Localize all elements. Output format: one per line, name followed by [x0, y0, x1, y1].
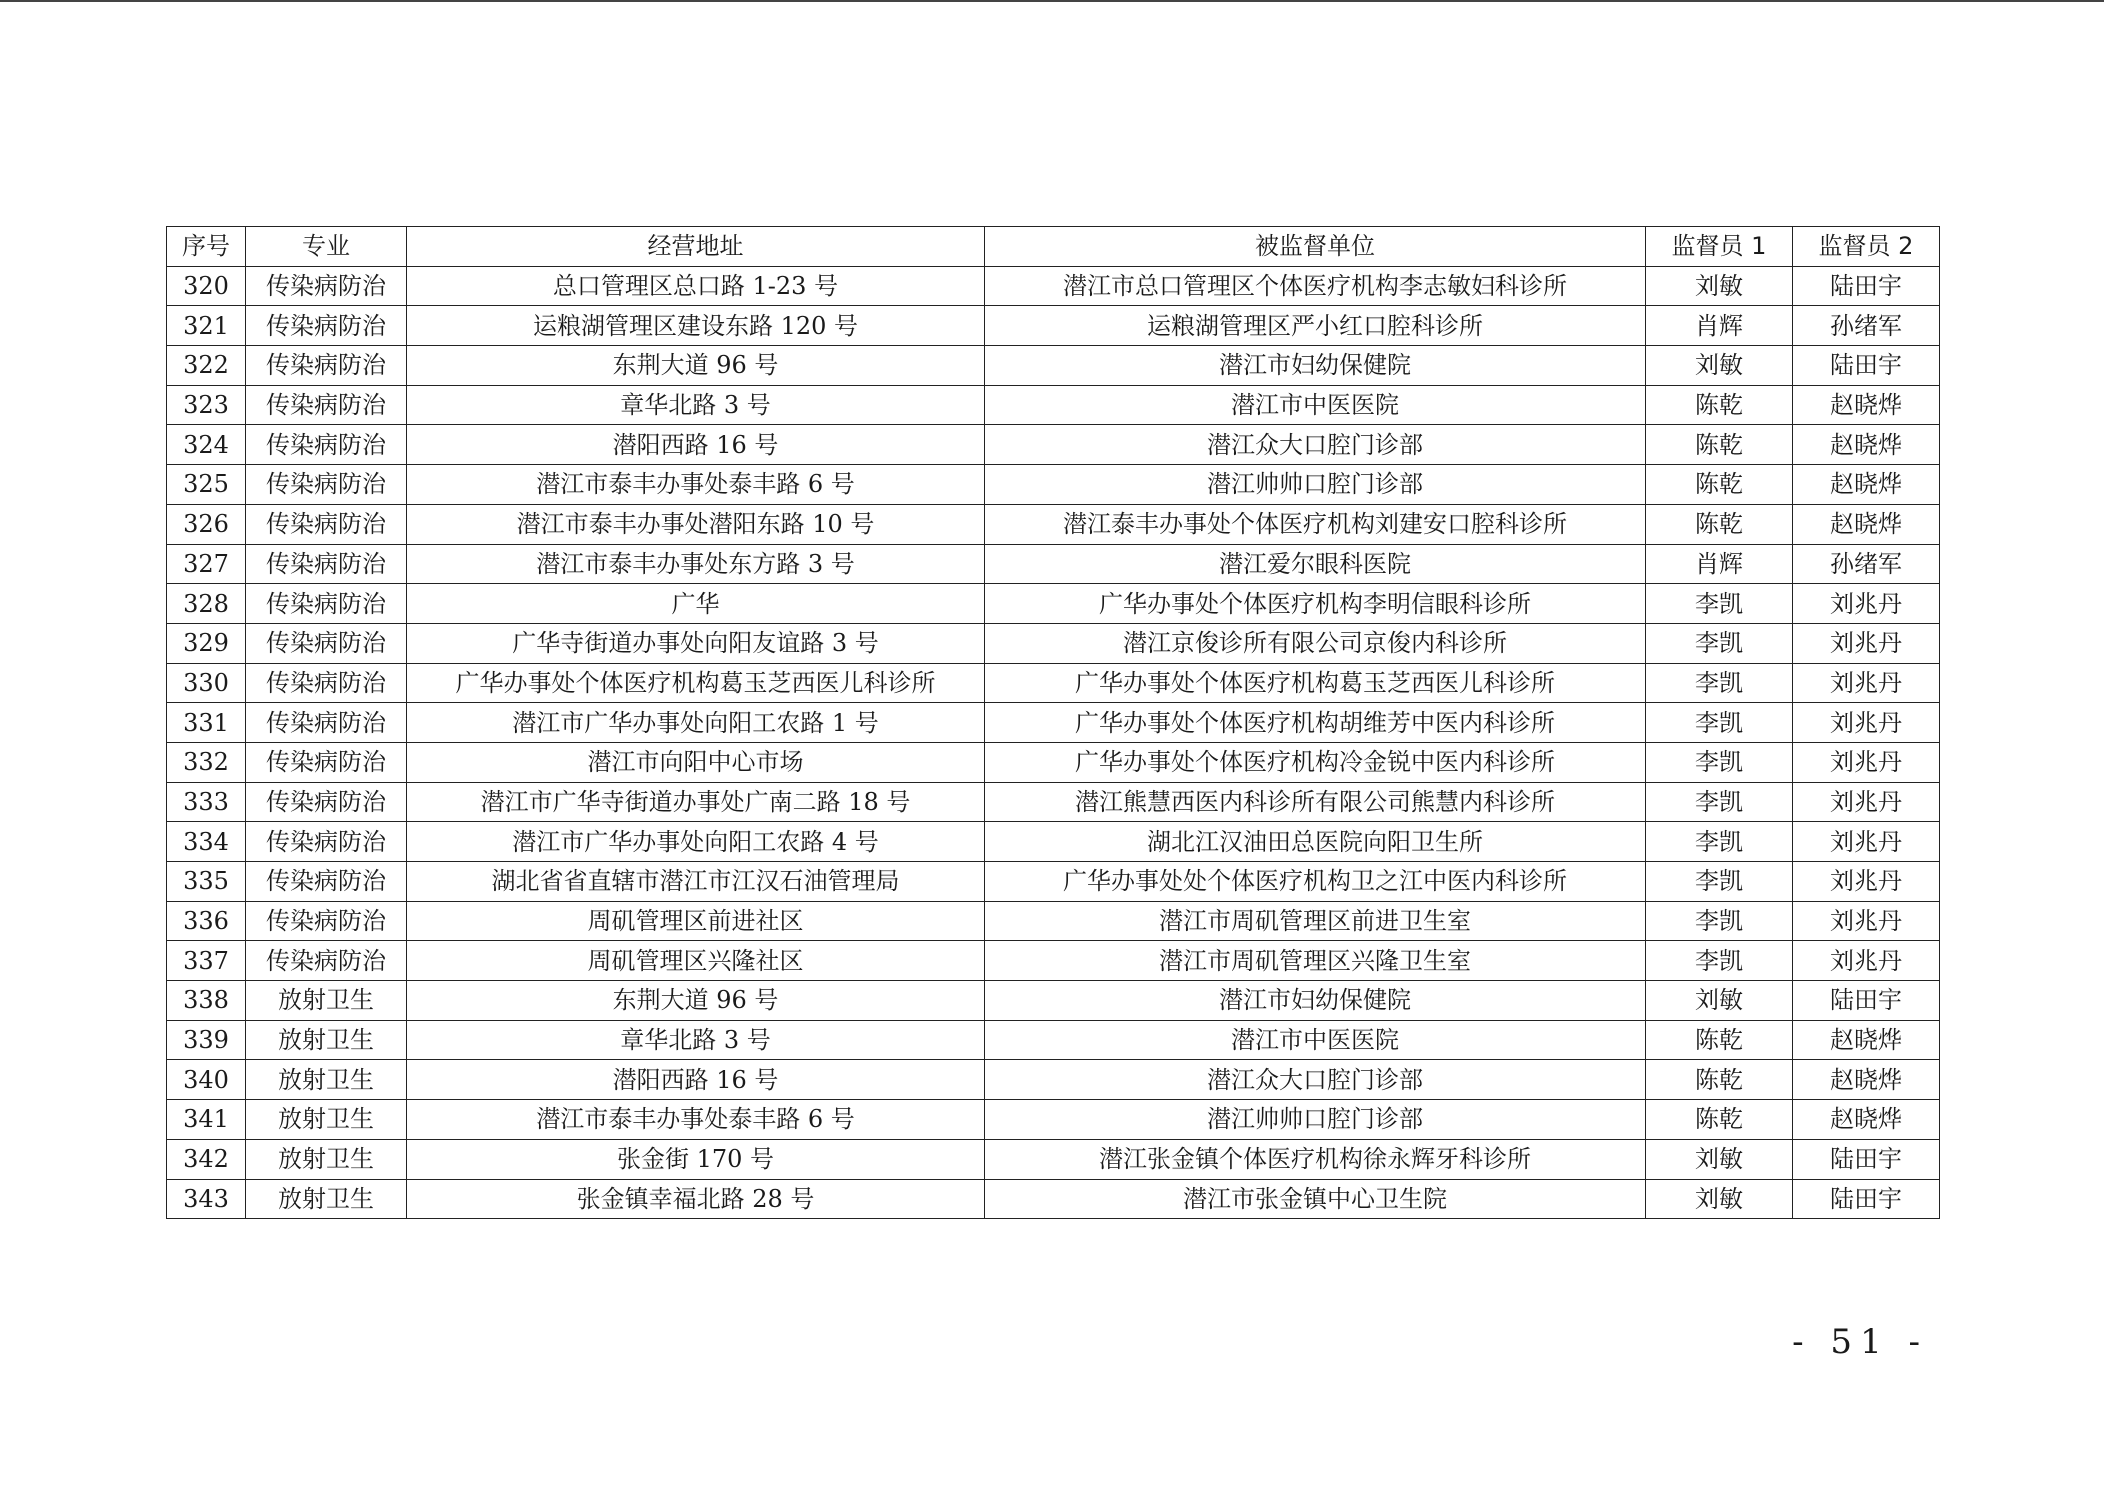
cell-supervisor-2: 赵晓烨	[1793, 1020, 1940, 1060]
cell-serial-number: 333	[167, 782, 246, 822]
cell-business-address: 周矶管理区兴隆社区	[407, 941, 985, 981]
cell-serial-number: 326	[167, 504, 246, 544]
cell-serial-number: 327	[167, 544, 246, 584]
cell-serial-number: 324	[167, 425, 246, 465]
cell-serial-number: 336	[167, 901, 246, 941]
cell-specialty: 传染病防治	[246, 504, 407, 544]
cell-supervised-unit: 潜江帅帅口腔门诊部	[985, 1100, 1646, 1140]
table-row	[167, 584, 1940, 624]
cell-supervisor-1: 刘敏	[1646, 1179, 1793, 1219]
cell-supervisor-2: 陆田宇	[1793, 1139, 1940, 1179]
cell-supervisor-1: 肖辉	[1646, 306, 1793, 346]
cell-serial-number: 340	[167, 1060, 246, 1100]
cell-serial-number: 335	[167, 862, 246, 902]
header-supervisor-1: 监督员 1	[1646, 227, 1793, 267]
header-business-address: 经营地址	[407, 227, 985, 267]
cell-serial-number: 325	[167, 465, 246, 505]
cell-serial-number: 339	[167, 1020, 246, 1060]
cell-business-address: 潜江市广华办事处向阳工农路 4 号	[407, 822, 985, 862]
header-serial-number: 序号	[167, 227, 246, 267]
cell-supervisor-2: 赵晓烨	[1793, 465, 1940, 505]
table-row	[167, 1179, 1940, 1219]
cell-supervisor-2: 刘兆丹	[1793, 623, 1940, 663]
cell-supervisor-2: 刘兆丹	[1793, 663, 1940, 703]
cell-supervised-unit: 潜江京俊诊所有限公司京俊内科诊所	[985, 623, 1646, 663]
cell-serial-number: 342	[167, 1139, 246, 1179]
cell-supervisor-2: 赵晓烨	[1793, 504, 1940, 544]
cell-specialty: 传染病防治	[246, 465, 407, 505]
cell-supervisor-1: 陈乾	[1646, 504, 1793, 544]
cell-supervised-unit: 广华办事处处个体医疗机构卫之江中医内科诊所	[985, 862, 1646, 902]
cell-specialty: 传染病防治	[246, 663, 407, 703]
cell-serial-number: 343	[167, 1179, 246, 1219]
table-row	[167, 346, 1940, 386]
cell-supervised-unit: 潜江市总口管理区个体医疗机构李志敏妇科诊所	[985, 266, 1646, 306]
cell-business-address: 潜江市泰丰办事处潜阳东路 10 号	[407, 504, 985, 544]
cell-serial-number: 320	[167, 266, 246, 306]
cell-supervisor-2: 赵晓烨	[1793, 385, 1940, 425]
cell-business-address: 潜江市向阳中心市场	[407, 742, 985, 782]
table-row	[167, 1100, 1940, 1140]
cell-specialty: 放射卫生	[246, 1179, 407, 1219]
cell-serial-number: 332	[167, 742, 246, 782]
cell-supervisor-1: 刘敏	[1646, 981, 1793, 1021]
cell-serial-number: 334	[167, 822, 246, 862]
cell-supervisor-1: 李凯	[1646, 822, 1793, 862]
cell-business-address: 潜江市泰丰办事处泰丰路 6 号	[407, 465, 985, 505]
cell-supervisor-1: 李凯	[1646, 663, 1793, 703]
cell-business-address: 广华寺街道办事处向阳友谊路 3 号	[407, 623, 985, 663]
cell-supervised-unit: 潜江市中医医院	[985, 1020, 1646, 1060]
cell-serial-number: 321	[167, 306, 246, 346]
cell-serial-number: 330	[167, 663, 246, 703]
cell-specialty: 传染病防治	[246, 623, 407, 663]
header-supervisor-2: 监督员 2	[1793, 227, 1940, 267]
table-row	[167, 266, 1940, 306]
cell-supervised-unit: 潜江市中医医院	[985, 385, 1646, 425]
table-row	[167, 623, 1940, 663]
cell-supervisor-2: 陆田宇	[1793, 1179, 1940, 1219]
cell-supervisor-1: 刘敏	[1646, 266, 1793, 306]
cell-supervised-unit: 潜江市周矶管理区前进卫生室	[985, 901, 1646, 941]
cell-business-address: 广华	[407, 584, 985, 624]
cell-supervised-unit: 广华办事处个体医疗机构葛玉芝西医儿科诊所	[985, 663, 1646, 703]
cell-supervised-unit: 潜江泰丰办事处个体医疗机构刘建安口腔科诊所	[985, 504, 1646, 544]
header-specialty: 专业	[246, 227, 407, 267]
cell-business-address: 张金镇幸福北路 28 号	[407, 1179, 985, 1219]
table-row	[167, 822, 1940, 862]
cell-business-address: 周矶管理区前进社区	[407, 901, 985, 941]
cell-supervisor-2: 陆田宇	[1793, 266, 1940, 306]
cell-supervisor-2: 孙绪军	[1793, 306, 1940, 346]
table-row	[167, 981, 1940, 1021]
cell-supervised-unit: 潜江市周矶管理区兴隆卫生室	[985, 941, 1646, 981]
cell-business-address: 潜江市泰丰办事处东方路 3 号	[407, 544, 985, 584]
cell-supervisor-1: 陈乾	[1646, 1060, 1793, 1100]
cell-supervisor-1: 李凯	[1646, 703, 1793, 743]
cell-supervisor-2: 刘兆丹	[1793, 782, 1940, 822]
cell-specialty: 传染病防治	[246, 584, 407, 624]
cell-specialty: 传染病防治	[246, 901, 407, 941]
cell-specialty: 传染病防治	[246, 306, 407, 346]
table-row	[167, 425, 1940, 465]
table-row	[167, 1020, 1940, 1060]
cell-business-address: 章华北路 3 号	[407, 385, 985, 425]
table-row	[167, 306, 1940, 346]
page-number: - 51 -	[1792, 1322, 1928, 1362]
cell-business-address: 潜江市泰丰办事处泰丰路 6 号	[407, 1100, 985, 1140]
cell-supervised-unit: 潜江帅帅口腔门诊部	[985, 465, 1646, 505]
cell-supervisor-2: 刘兆丹	[1793, 742, 1940, 782]
cell-business-address: 广华办事处个体医疗机构葛玉芝西医儿科诊所	[407, 663, 985, 703]
cell-specialty: 传染病防治	[246, 385, 407, 425]
table-row	[167, 385, 1940, 425]
table-row	[167, 703, 1940, 743]
table-header-row	[167, 227, 1940, 267]
cell-business-address: 潜江市广华寺街道办事处广南二路 18 号	[407, 782, 985, 822]
cell-supervised-unit: 广华办事处个体医疗机构李明信眼科诊所	[985, 584, 1646, 624]
cell-supervised-unit: 广华办事处个体医疗机构胡维芳中医内科诊所	[985, 703, 1646, 743]
cell-supervisor-2: 赵晓烨	[1793, 425, 1940, 465]
cell-supervised-unit: 潜江市张金镇中心卫生院	[985, 1179, 1646, 1219]
header-supervised-unit: 被监督单位	[985, 227, 1646, 267]
cell-specialty: 传染病防治	[246, 266, 407, 306]
cell-business-address: 潜江市广华办事处向阳工农路 1 号	[407, 703, 985, 743]
cell-supervised-unit: 潜江众大口腔门诊部	[985, 425, 1646, 465]
cell-supervisor-2: 刘兆丹	[1793, 584, 1940, 624]
table-row	[167, 782, 1940, 822]
cell-specialty: 传染病防治	[246, 822, 407, 862]
table-row	[167, 901, 1940, 941]
cell-specialty: 传染病防治	[246, 782, 407, 822]
cell-serial-number: 341	[167, 1100, 246, 1140]
cell-serial-number: 328	[167, 584, 246, 624]
cell-supervisor-2: 赵晓烨	[1793, 1100, 1940, 1140]
cell-specialty: 放射卫生	[246, 1060, 407, 1100]
cell-supervisor-1: 李凯	[1646, 782, 1793, 822]
table-row	[167, 465, 1940, 505]
cell-business-address: 东荆大道 96 号	[407, 346, 985, 386]
cell-supervisor-1: 李凯	[1646, 862, 1793, 902]
cell-specialty: 放射卫生	[246, 981, 407, 1021]
cell-supervised-unit: 潜江市妇幼保健院	[985, 346, 1646, 386]
cell-supervised-unit: 运粮湖管理区严小红口腔科诊所	[985, 306, 1646, 346]
cell-supervised-unit: 潜江市妇幼保健院	[985, 981, 1646, 1021]
cell-serial-number: 331	[167, 703, 246, 743]
cell-specialty: 放射卫生	[246, 1139, 407, 1179]
cell-specialty: 放射卫生	[246, 1100, 407, 1140]
cell-business-address: 东荆大道 96 号	[407, 981, 985, 1021]
cell-business-address: 张金街 170 号	[407, 1139, 985, 1179]
cell-supervisor-1: 刘敏	[1646, 346, 1793, 386]
cell-specialty: 传染病防治	[246, 742, 407, 782]
cell-supervisor-2: 刘兆丹	[1793, 901, 1940, 941]
cell-supervisor-2: 孙绪军	[1793, 544, 1940, 584]
table-row	[167, 1139, 1940, 1179]
table-row	[167, 1060, 1940, 1100]
cell-supervisor-1: 陈乾	[1646, 1020, 1793, 1060]
cell-specialty: 传染病防治	[246, 703, 407, 743]
cell-supervisor-1: 李凯	[1646, 623, 1793, 663]
cell-specialty: 传染病防治	[246, 544, 407, 584]
cell-supervised-unit: 潜江熊慧西医内科诊所有限公司熊慧内科诊所	[985, 782, 1646, 822]
cell-business-address: 潜阳西路 16 号	[407, 1060, 985, 1100]
cell-serial-number: 322	[167, 346, 246, 386]
cell-supervised-unit: 潜江张金镇个体医疗机构徐永辉牙科诊所	[985, 1139, 1646, 1179]
table-row	[167, 941, 1940, 981]
cell-supervisor-1: 肖辉	[1646, 544, 1793, 584]
cell-serial-number: 323	[167, 385, 246, 425]
cell-supervisor-1: 李凯	[1646, 742, 1793, 782]
cell-supervisor-1: 陈乾	[1646, 425, 1793, 465]
top-border-line	[0, 0, 2104, 2]
cell-supervisor-2: 刘兆丹	[1793, 862, 1940, 902]
cell-supervisor-1: 陈乾	[1646, 465, 1793, 505]
cell-supervisor-1: 李凯	[1646, 901, 1793, 941]
cell-supervisor-1: 刘敏	[1646, 1139, 1793, 1179]
cell-business-address: 潜阳西路 16 号	[407, 425, 985, 465]
cell-specialty: 传染病防治	[246, 346, 407, 386]
cell-supervisor-1: 陈乾	[1646, 385, 1793, 425]
cell-specialty: 传染病防治	[246, 941, 407, 981]
cell-business-address: 总口管理区总口路 1-23 号	[407, 266, 985, 306]
cell-supervisor-1: 李凯	[1646, 941, 1793, 981]
cell-supervisor-1: 李凯	[1646, 584, 1793, 624]
table-row	[167, 544, 1940, 584]
cell-supervisor-2: 陆田宇	[1793, 346, 1940, 386]
cell-supervised-unit: 湖北江汉油田总医院向阳卫生所	[985, 822, 1646, 862]
table-row	[167, 862, 1940, 902]
cell-serial-number: 329	[167, 623, 246, 663]
cell-supervisor-2: 陆田宇	[1793, 981, 1940, 1021]
cell-supervised-unit: 潜江爱尔眼科医院	[985, 544, 1646, 584]
cell-business-address: 湖北省省直辖市潜江市江汉石油管理局	[407, 862, 985, 902]
table-row	[167, 504, 1940, 544]
cell-supervisor-2: 刘兆丹	[1793, 941, 1940, 981]
cell-serial-number: 338	[167, 981, 246, 1021]
supervision-table	[166, 226, 1940, 1219]
cell-business-address: 运粮湖管理区建设东路 120 号	[407, 306, 985, 346]
cell-supervised-unit: 广华办事处个体医疗机构冷金锐中医内科诊所	[985, 742, 1646, 782]
table-body	[167, 266, 1940, 1219]
cell-business-address: 章华北路 3 号	[407, 1020, 985, 1060]
cell-supervisor-2: 赵晓烨	[1793, 1060, 1940, 1100]
cell-supervised-unit: 潜江众大口腔门诊部	[985, 1060, 1646, 1100]
cell-supervisor-2: 刘兆丹	[1793, 822, 1940, 862]
cell-serial-number: 337	[167, 941, 246, 981]
cell-specialty: 传染病防治	[246, 862, 407, 902]
cell-supervisor-1: 陈乾	[1646, 1100, 1793, 1140]
table-row	[167, 663, 1940, 703]
cell-supervisor-2: 刘兆丹	[1793, 703, 1940, 743]
table-row	[167, 742, 1940, 782]
cell-specialty: 传染病防治	[246, 425, 407, 465]
cell-specialty: 放射卫生	[246, 1020, 407, 1060]
